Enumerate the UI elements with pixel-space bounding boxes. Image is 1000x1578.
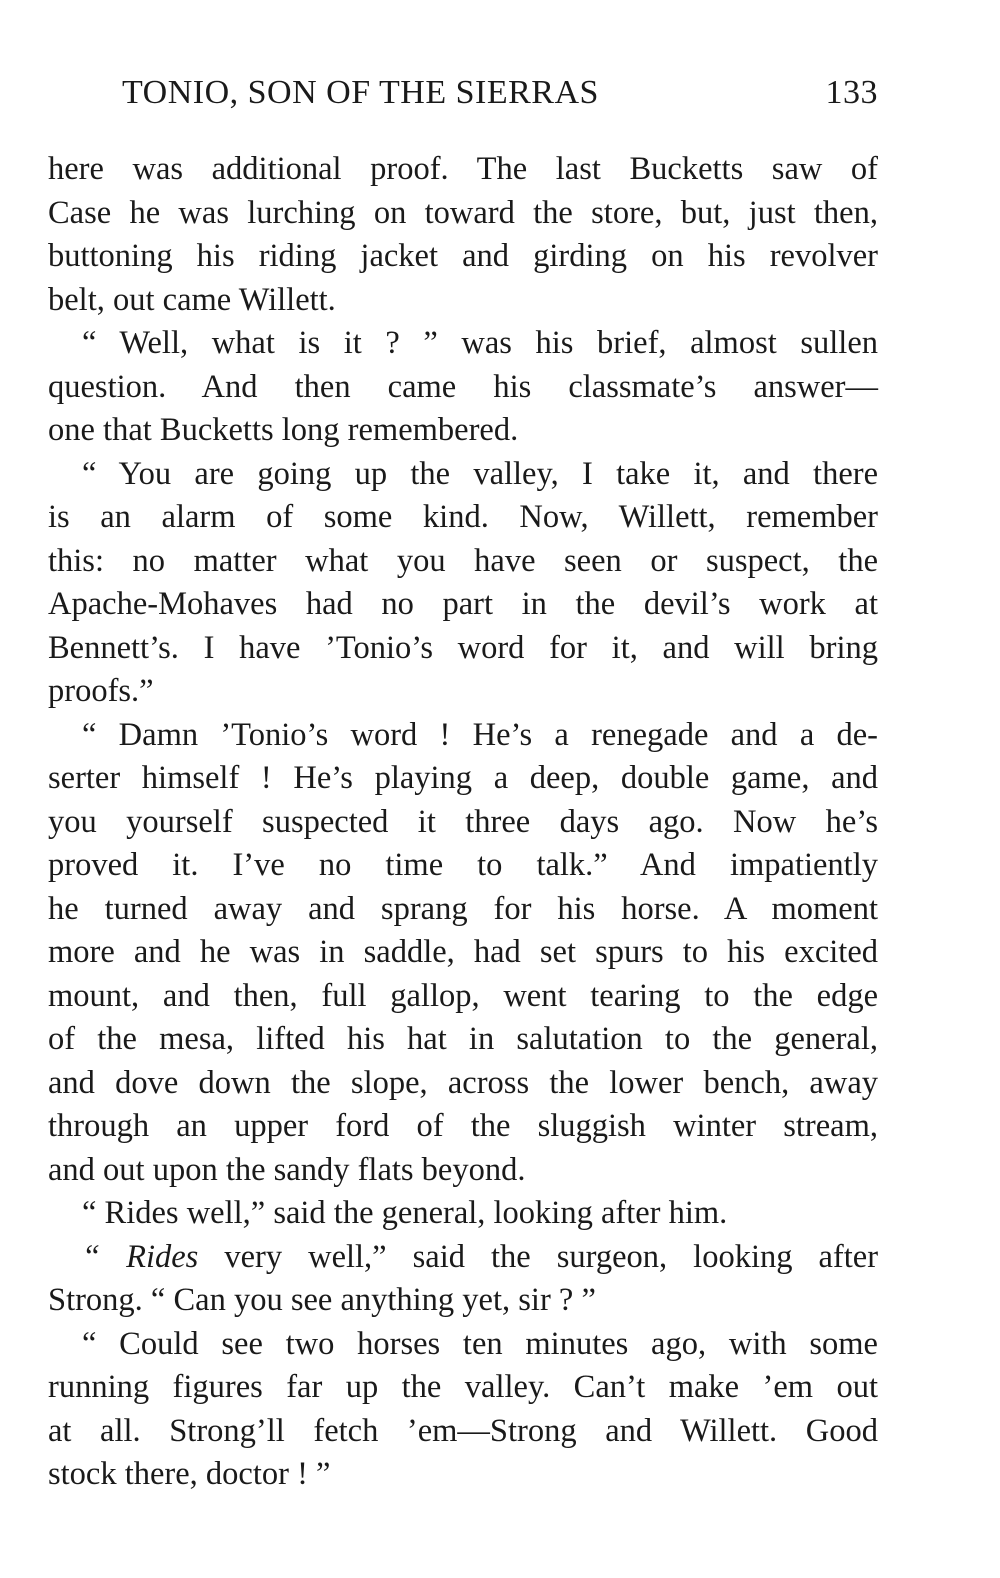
text-line: “ Damn ’Tonio’s word ! He’s a renegade and a de- xyxy=(82,716,878,753)
text-line: he turned away and sprang for his horse. A moment xyxy=(48,890,878,927)
paragraph xyxy=(48,148,878,322)
paragraph xyxy=(48,1192,878,1236)
text-line: proofs.” xyxy=(48,673,154,709)
text-line: here was additional proof. The last Bucketts saw of xyxy=(48,151,878,187)
text-line: you yourself suspected it three days ago. Now he’s xyxy=(48,803,878,840)
text-line: and out upon the sandy flats beyond. xyxy=(48,1151,526,1188)
text-line: “ Could see two horses ten minutes ago, with some xyxy=(82,1325,878,1362)
text-line: through an upper ford of the sluggish winter stream, xyxy=(48,1108,878,1144)
text-line: belt, out came Willett. xyxy=(48,281,336,318)
text-line: “ Rides well,” said the general, looking after him. xyxy=(82,1195,728,1231)
text-run: very well,” said the surgeon, looking after xyxy=(198,1238,879,1275)
text-line: Case he was lurching on toward the store, but, just then, xyxy=(48,194,878,231)
text-line: Strong. “ Can you see anything yet, sir ? ” xyxy=(48,1282,596,1318)
book-page xyxy=(48,60,878,1497)
text-line: stock there, doctor ! ” xyxy=(48,1456,331,1492)
paragraph xyxy=(48,453,878,714)
text-line: and dove down the slope, across the lower bench, away xyxy=(48,1064,878,1101)
text-line: of the mesa, lifted his hat in salutation to the general, xyxy=(48,1021,878,1057)
text-line: is an alarm of some kind. Now, Willett, remember xyxy=(48,499,878,535)
text-line: at all. Strong’ll fetch ’em—Strong and Willett. Good xyxy=(48,1412,878,1449)
text-line: “ Well, what is it ? ” was his brief, almost sullen xyxy=(82,325,878,361)
running-header xyxy=(48,60,878,126)
text-line: proved it. I’ve no time to talk.” And impatiently xyxy=(48,847,878,883)
text-line: Bennett’s. I have ’Tonio’s word for it, and will bring xyxy=(48,629,878,666)
text-line: question. And then came his classmate’s answer— xyxy=(48,368,878,405)
text-line: buttoning his riding jacket and girding on his revolver xyxy=(48,238,878,274)
text-line: this: no matter what you have seen or suspect, the xyxy=(48,542,878,579)
text-line: serter himself ! He’s playing a deep, double game, and xyxy=(48,760,878,796)
paragraph xyxy=(48,1323,878,1497)
text-line: more and he was in saddle, had set spurs to his excited xyxy=(48,934,878,970)
text-line: Apache-Mohaves had no part in the devil’s work at xyxy=(48,586,878,622)
page-number: 133 xyxy=(825,74,878,111)
text-line xyxy=(48,1236,878,1280)
paragraph xyxy=(48,714,878,1193)
paragraph xyxy=(48,1236,878,1323)
text-line: running figures far up the valley. Can’t make ’em out xyxy=(48,1369,878,1405)
text-line: mount, and then, full gallop, went tearing to the edge xyxy=(48,977,878,1014)
running-title: TONIO, SON OF THE SIERRAS xyxy=(122,74,599,111)
italic-text: “ Rides xyxy=(82,1238,199,1275)
paragraph xyxy=(48,322,878,453)
body-text xyxy=(48,148,878,1497)
text-line: “ You are going up the valley, I take it, and there xyxy=(82,455,878,492)
text-line: one that Bucketts long remembered. xyxy=(48,412,519,448)
